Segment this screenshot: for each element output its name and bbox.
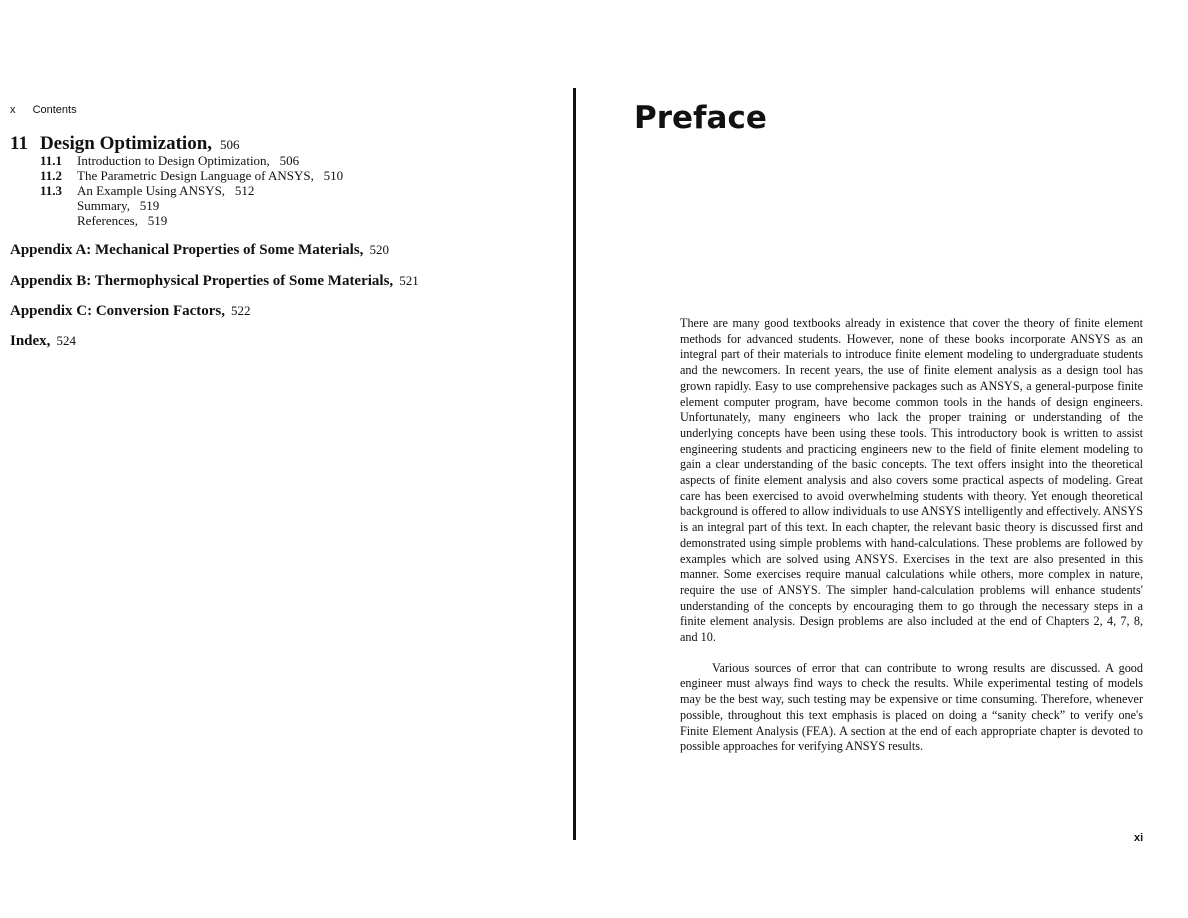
chapter-entry	[10, 133, 240, 155]
section-title: An Example Using ANSYS,	[77, 183, 226, 198]
section-page: 519	[139, 198, 160, 213]
appendix-title: Appendix A: Mechanical Properties of Some Materials,	[10, 242, 364, 258]
section-number: 11.3	[40, 183, 63, 198]
index-title: Index,	[10, 333, 51, 349]
section-list	[40, 153, 343, 228]
appendix-b-entry	[10, 272, 419, 290]
preface-title: Preface	[634, 100, 767, 136]
preface-paragraph: Various sources of error that can contribute to wrong results are discussed. A good engineer must always find ways to check the results. While experimental testing of models may be the best way, such testing may be expensive or time consuming. Therefore, whenever possible, throughout this text emphasis is placed on doing a “sanity check” to verify one's Finite Element Analysis (FEA). A section at the end of each appropriate chapter is devoted to possible approaches for verifying ANSYS results.	[680, 660, 1143, 754]
section-entry	[40, 183, 343, 198]
running-head	[10, 104, 77, 116]
section-entry	[40, 153, 343, 168]
index-page: 524	[56, 333, 76, 348]
section-page: 512	[234, 183, 255, 198]
folio-page-number: xi	[1134, 832, 1144, 844]
left-page-contents	[0, 0, 575, 918]
appendix-title: Appendix C: Conversion Factors,	[10, 303, 226, 319]
chapter-page: 506	[220, 137, 240, 152]
section-number: 11.1	[40, 153, 63, 168]
section-title: Introduction to Design Optimization,	[77, 153, 270, 168]
appendix-page: 522	[231, 303, 251, 318]
section-number: 11.2	[40, 168, 63, 183]
index-entry	[10, 332, 76, 350]
section-entry	[40, 168, 343, 183]
section-page: 519	[147, 213, 168, 228]
section-page: 506	[279, 153, 300, 168]
page-number: x	[10, 104, 16, 116]
preface-paragraph: There are many good textbooks already in existence that cover the theory of finite element methods for advanced students. However, none of these books incorporate ANSYS as an integral part of their materials to introduce finite element modeling to undergraduate students and the newcomers. In recent years, the use of finite element analysis as a design tool has grown rapidly. Easy to use comprehensive packages such as ANSYS, a general-purpose finite element computer program, have become common tools in the hands of design engineers. Unfortunately, many engineers who lack the proper training or understanding of the underlying concepts have been using these tools. This introductory book is written to assist engineering students and practicing engineers new to the field of finite element modeling to gain a clear understanding of the basic concepts. The text offers insight into the theoretical aspects of finite element analysis and also covers some practical aspects of modeling. Great care has been exercised to avoid overwhelming students with theory. Yet enough theoretical background is offered to allow individuals to use ANSYS intelligently and effectively. ANSYS is an integral part of this text. In each chapter, the relevant basic theory is discussed first and demonstrated using simple problems with hand-calculations. These problems are followed by examples which are solved using ANSYS. Exercises in the text are also presented in this manner. Some exercises require manual calculations while others, more complex in nature, require the use of ANSYS. The simpler hand-calculation problems will enhance students' understanding of the concepts by encouraging them to go through the necessary steps in a finite element analysis. Design problems are also included at the end of Chapters 2, 4, 7, 8, and 10.	[680, 316, 1143, 645]
section-title: The Parametric Design Language of ANSYS,	[77, 168, 314, 183]
appendix-c-entry	[10, 302, 251, 320]
appendix-page: 520	[369, 242, 389, 257]
chapter-title: Design Optimization,	[39, 133, 213, 154]
section-entry	[40, 198, 343, 213]
chapter-number: 11	[10, 133, 28, 154]
appendix-title: Appendix B: Thermophysical Properties of Some Materials,	[10, 273, 394, 289]
section-title: Summary,	[77, 198, 130, 213]
section-title: References,	[77, 213, 138, 228]
preface-body	[680, 316, 1143, 755]
appendix-page: 521	[399, 273, 419, 288]
section-page: 510	[323, 168, 344, 183]
appendix-a-entry	[10, 241, 389, 259]
running-head-title: Contents	[32, 104, 77, 116]
section-entry	[40, 213, 343, 228]
right-page-preface	[576, 0, 1188, 918]
